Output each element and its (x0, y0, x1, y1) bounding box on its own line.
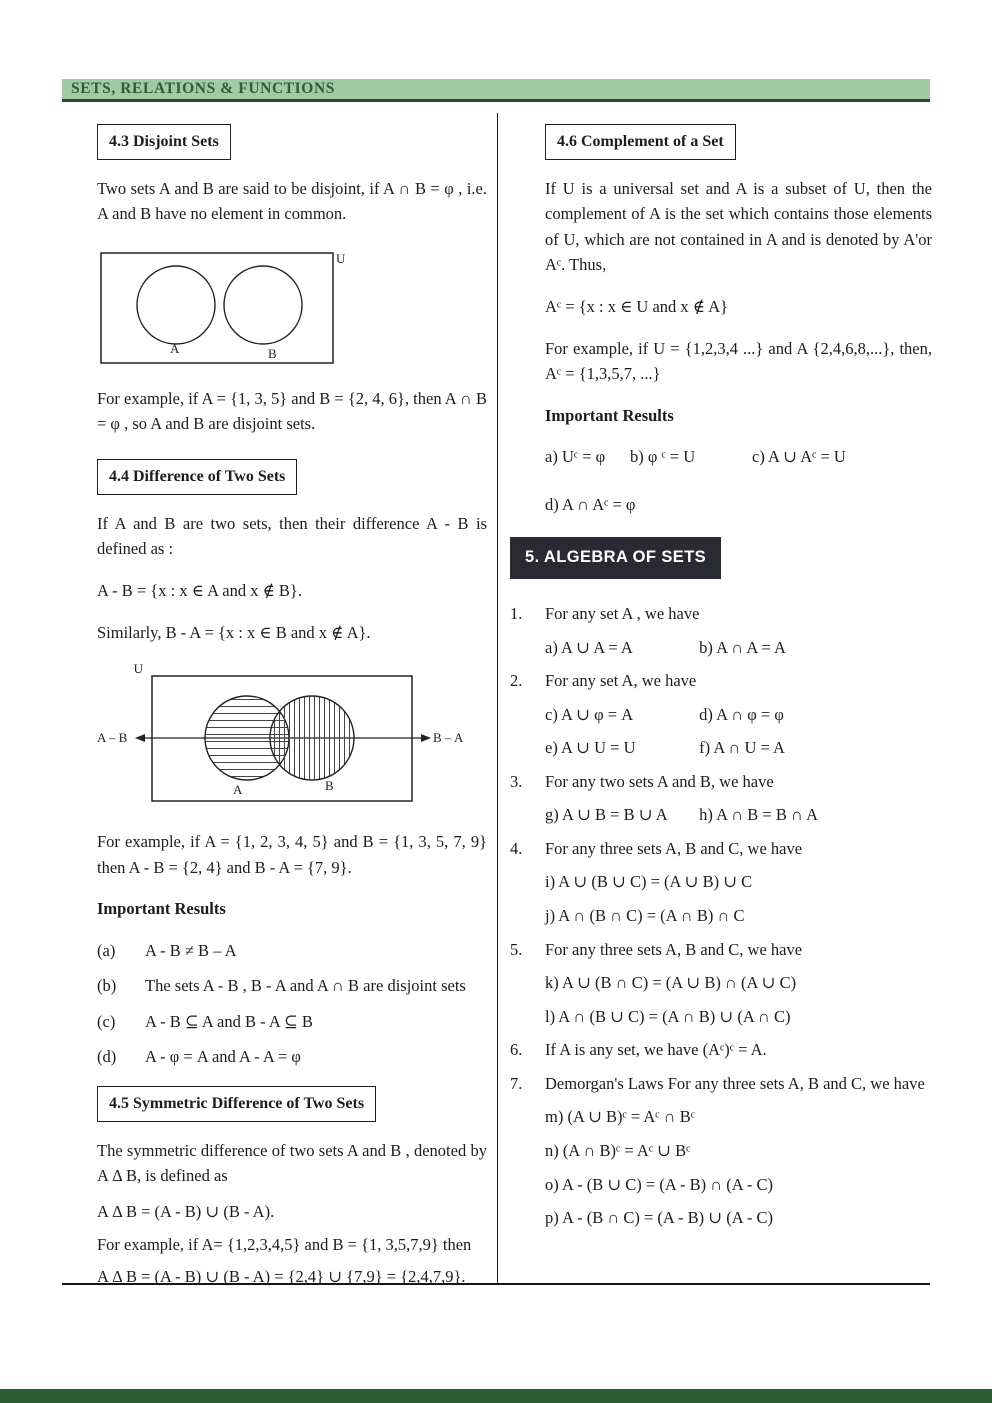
set-a-label: A (233, 782, 243, 798)
section-title-algebra-of-sets: 5. ALGEBRA OF SETS (510, 537, 721, 579)
page-header-bar (62, 79, 930, 102)
algebra-item-2 (510, 668, 932, 761)
result-text: A - B ≠ B – A (145, 940, 237, 960)
item-text: If A is any set, we have (Aᶜ)ᶜ = A. (545, 1040, 767, 1060)
right-column (510, 118, 932, 1231)
set-b-circle (224, 266, 302, 344)
symmetric-example-line-2: A Δ B = (A - B) ∪ (B - A) = {2,4} ∪ {7,9} = {2,4,7,9}. (97, 1267, 466, 1287)
set-a-label: A (170, 340, 180, 356)
result-text: A - B ⊆ A and B - A ⊆ B (145, 1011, 313, 1031)
universe-rect (101, 253, 333, 363)
result-text: A - φ = A and A - A = φ (145, 1047, 301, 1067)
set-a-circle (137, 266, 215, 344)
formula-row (545, 1104, 932, 1130)
algebra-item-1 (510, 601, 932, 660)
formula: i) A ∪ (B ∪ C) = (A ∪ B) ∪ C (545, 872, 753, 892)
formula: g) A ∪ B = B ∪ A (545, 805, 668, 825)
result-item-b (97, 973, 487, 999)
venn-diagram-difference-of-sets (97, 661, 467, 811)
formula: b) A ∩ A = A (699, 637, 786, 657)
universe-label: U (133, 661, 143, 677)
section-title-symmetric-difference: 4.5 Symmetric Difference of Two Sets (97, 1086, 376, 1122)
item-number: 3. (510, 771, 523, 791)
set-b-label: B (325, 778, 334, 794)
symmetric-example-line-1: For example, if A= {1,2,3,4,5} and B = {1, 3,5,7,9} then (97, 1234, 472, 1254)
algebra-item-6 (510, 1037, 932, 1063)
algebra-item-5 (510, 937, 932, 1030)
formula: f) A ∩ U = A (699, 738, 785, 758)
section-title-disjoint-sets: 4.3 Disjoint Sets (97, 124, 231, 160)
formula: d) A ∩ φ = φ (699, 704, 784, 724)
section-title-difference-of-two-sets: 4.4 Difference of Two Sets (97, 459, 297, 495)
set-b-circle-hatched (270, 696, 354, 780)
result-a: a) Uᶜ = φ (545, 447, 606, 467)
set-b-label: B (268, 345, 277, 361)
formula-row (545, 1205, 932, 1231)
page-title: SETS, RELATIONS & FUNCTIONS (71, 80, 335, 97)
result-text: The sets A - B , B - A and A ∩ B are disjoint sets (145, 976, 466, 996)
result-tag: (a) (97, 940, 116, 960)
item-text: For any two sets A and B, we have (545, 771, 774, 791)
formula: p) A - (B ∩ C) = (A - B) ∪ (A - C) (545, 1208, 773, 1228)
result-b: b) φ ᶜ = U (630, 447, 696, 467)
formula-row (545, 1004, 932, 1030)
item-number: 6. (510, 1040, 523, 1060)
formula: e) A ∪ U = U (545, 738, 636, 758)
complement-results-row (545, 444, 932, 470)
item-text: For any set A , we have (545, 603, 700, 623)
important-results-heading: Important Results (545, 405, 674, 425)
formula-row (545, 802, 932, 828)
universe-label: U (336, 250, 346, 266)
difference-definition-2: Similarly, B - A = {x : x ∈ B and x ∉ A}. (97, 622, 371, 642)
left-arrowhead-icon (135, 734, 145, 742)
disjoint-intro-paragraph: Two sets A and B are said to be disjoint, if A ∩ B = φ , i.e. A and B have no element in common. (97, 178, 487, 224)
item-number: 5. (510, 939, 523, 959)
formula-row (545, 869, 932, 895)
formula: m) (A ∪ B)ᶜ = Aᶜ ∩ Bᶜ (545, 1107, 695, 1127)
formula: j) A ∩ (B ∩ C) = (A ∩ B) ∩ C (545, 906, 745, 926)
formula-row (545, 735, 932, 761)
complement-definition: Aᶜ = {x : x ∈ U and x ∉ A} (545, 297, 729, 317)
algebra-item-4 (510, 836, 932, 929)
result-d: d) A ∩ Aᶜ = φ (545, 494, 636, 514)
item-number: 7. (510, 1073, 523, 1093)
result-tag: (b) (97, 976, 117, 996)
result-item-c (97, 1009, 487, 1035)
complement-example-paragraph: For example, if U = {1,2,3,4 ...} and A {2,4,6,8,...}, then, Aᶜ = {1,3,5,7, ...} (545, 338, 932, 384)
result-item-a (97, 938, 487, 964)
item-text: For any three sets A, B and C, we have (545, 939, 803, 959)
formula-row (545, 1172, 932, 1198)
formula: h) A ∩ B = B ∩ A (699, 805, 818, 825)
formula-row (545, 970, 932, 996)
item-text: Demorgan's Laws For any three sets A, B and C, we have (545, 1073, 925, 1093)
left-column (97, 118, 487, 1297)
formula: c) A ∪ φ = A (545, 704, 634, 724)
result-item-d (97, 1044, 487, 1070)
item-number: 4. (510, 838, 523, 858)
formula: o) A - (B ∪ C) = (A - B) ∩ (A - C) (545, 1174, 773, 1194)
symmetric-intro-paragraph: The symmetric difference of two sets A and B , denoted by A Δ B, is defined as (97, 1140, 487, 1186)
complement-intro-paragraph: If U is a universal set and A is a subset of U, then the complement of A is the set which contains those elements of U, which are not contained in A and is denoted by A'or Aᶜ. Thus, (545, 178, 932, 275)
result-tag: (c) (97, 1011, 116, 1031)
a-minus-b-label: A – B (97, 730, 128, 746)
algebra-item-7 (510, 1071, 932, 1231)
item-text: For any set A, we have (545, 671, 697, 691)
venn-diagram-disjoint-sets (98, 243, 348, 368)
formula: a) A ∪ A = A (545, 637, 633, 657)
disjoint-example-paragraph: For example, if A = {1, 3, 5} and B = {2, 4, 6}, then A ∩ B = φ , so A and B are disjoint sets. (97, 388, 487, 434)
important-results-heading: Important Results (97, 899, 226, 919)
difference-intro-paragraph: If A and B are two sets, then their difference A - B is defined as : (97, 513, 487, 559)
formula-row (545, 702, 932, 728)
formula-row (545, 1138, 932, 1164)
formula: l) A ∩ (B ∪ C) = (A ∩ B) ∪ (A ∩ C) (545, 1006, 791, 1026)
symmetric-definition: A Δ B = (A - B) ∪ (B - A). (97, 1201, 275, 1221)
formula-row (545, 635, 932, 661)
column-divider (497, 113, 498, 1284)
formula: n) (A ∩ B)ᶜ = Aᶜ ∪ Bᶜ (545, 1140, 691, 1160)
formula-row (545, 903, 932, 929)
difference-definition-1: A - B = {x : x ∈ A and x ∉ B}. (97, 580, 302, 600)
item-number: 2. (510, 671, 523, 691)
item-number: 1. (510, 603, 523, 623)
result-tag: (d) (97, 1047, 117, 1067)
b-minus-a-label: B – A (433, 730, 464, 746)
item-text: For any three sets A, B and C, we have (545, 838, 803, 858)
footer-bar (0, 1389, 992, 1403)
formula: k) A ∪ (B ∩ C) = (A ∪ B) ∩ (A ∪ C) (545, 973, 797, 993)
result-c: c) A ∪ Aᶜ = U (752, 447, 846, 467)
difference-example-paragraph: For example, if A = {1, 2, 3, 4, 5} and B = {1, 3, 5, 7, 9} then A - B = {2, 4} and B - A = {7, 9}. (97, 832, 487, 877)
section-title-complement-of-a-set: 4.6 Complement of a Set (545, 124, 736, 160)
algebra-item-3 (510, 769, 932, 828)
right-arrowhead-icon (421, 734, 431, 742)
